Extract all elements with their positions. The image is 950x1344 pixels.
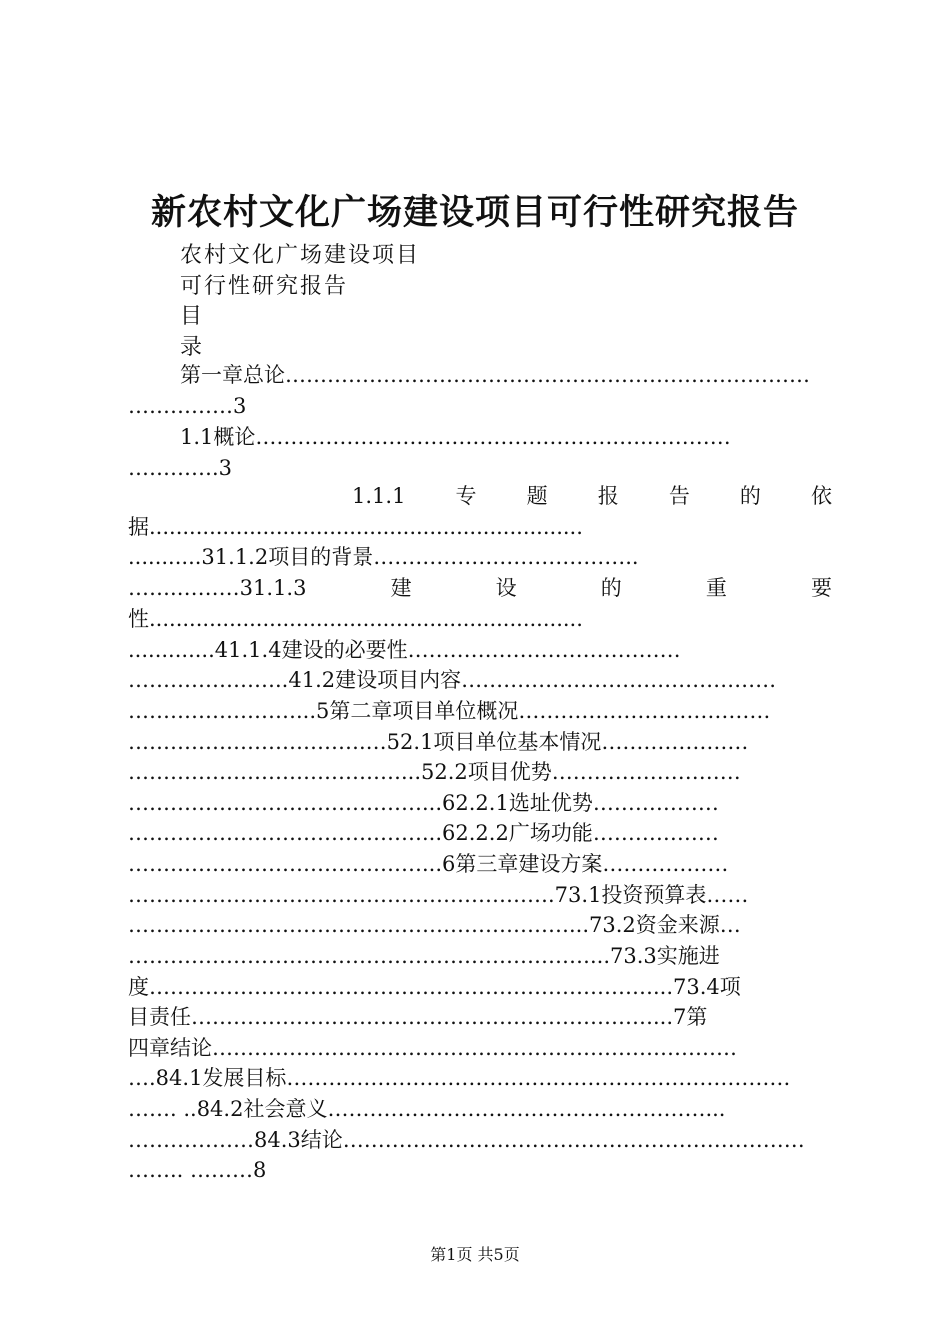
toc-spread-word: 报 xyxy=(597,484,619,508)
toc-line: 四章结论………………………………………………………………… xyxy=(128,1036,737,1060)
toc-line: 目责任…………………………………………………………...7第 xyxy=(128,1005,708,1029)
toc-spread-word: 的 xyxy=(600,576,622,600)
toc-spread-word: 的 xyxy=(739,484,761,508)
toc-line: ……………………………………...62.2.1选址优势……………… xyxy=(128,791,719,815)
toc-line: ……………………………………...6第三章建设方案……………… xyxy=(128,852,729,876)
toc-line: …….. ………8 xyxy=(128,1158,267,1182)
toc-spread-word: 设 xyxy=(495,576,517,600)
toc-line: ……………3 xyxy=(128,394,247,418)
toc-heading-lu: 录 xyxy=(180,335,205,360)
toc-spread-word: 依 xyxy=(811,484,832,508)
toc-spread-word: 要 xyxy=(810,576,832,600)
toc-line: …………………..41.2建设项目内容……………………………………… xyxy=(128,668,777,692)
toc-line: 第一章总论………………………………………………………………… xyxy=(180,363,810,387)
toc-line: ………………………………………………………...73.2资金来源… xyxy=(128,913,741,937)
subtitle-line-2: 可行性研究报告 xyxy=(180,274,349,299)
toc-line: .............41.1.4建设的必要性………………………………… xyxy=(128,638,681,662)
toc-line-spread xyxy=(128,573,832,603)
toc-spread-word: 重 xyxy=(705,576,727,600)
toc-line: …………………………………………………………...73.3实施进 xyxy=(128,944,720,968)
document-title: 新农村文化广场建设项目可行性研究报告 xyxy=(150,192,799,233)
subtitle-line-1: 农村文化广场建设项目 xyxy=(180,243,421,268)
toc-spread-word: 1.1.1 xyxy=(352,484,406,508)
toc-spread-word: …….………31.1.3 xyxy=(128,576,307,600)
toc-spread-word: 告 xyxy=(668,484,690,508)
toc-line: ………….3 xyxy=(128,456,233,480)
toc-line: 度………………………………………………………………...73.4项 xyxy=(128,975,741,999)
toc-line: 据................................................................. xyxy=(128,515,583,539)
toc-heading-mu: 目 xyxy=(180,304,205,329)
toc-spread-word: 建 xyxy=(390,576,412,600)
toc-line: …………………………….…52.1项目单位基本情况………………… xyxy=(128,730,749,754)
toc-spread-word: 题 xyxy=(526,484,548,508)
toc-line: ….84.1发展目标……………………………………………………………… xyxy=(128,1066,791,1090)
toc-line: ……………………...5第二章项目单位概况……………………………… xyxy=(128,699,771,723)
toc-line-spread xyxy=(352,481,832,511)
toc-line: 1.1概论…………………………………………….….………… xyxy=(180,425,731,449)
toc-spread-word: 专 xyxy=(455,484,477,508)
toc-line: ……………………………………...62.2.2广场功能……………… xyxy=(128,821,719,845)
toc-line: ……. ..84.2社会意义………………………………………………... xyxy=(128,1097,726,1121)
toc-line: ………………84.3结论………………………………………………………… xyxy=(128,1128,805,1152)
toc-line: …………………………………...52.2项目优势……………………… xyxy=(128,760,741,784)
toc-line: …………………………………………………….73.1投资预算表…… xyxy=(128,883,749,907)
toc-line: 性................................................................. xyxy=(128,607,583,631)
toc-line: ...........31.1.2项目的背景……………………………….. xyxy=(128,545,639,569)
page-footer: 第1页 共5页 xyxy=(430,1245,520,1264)
